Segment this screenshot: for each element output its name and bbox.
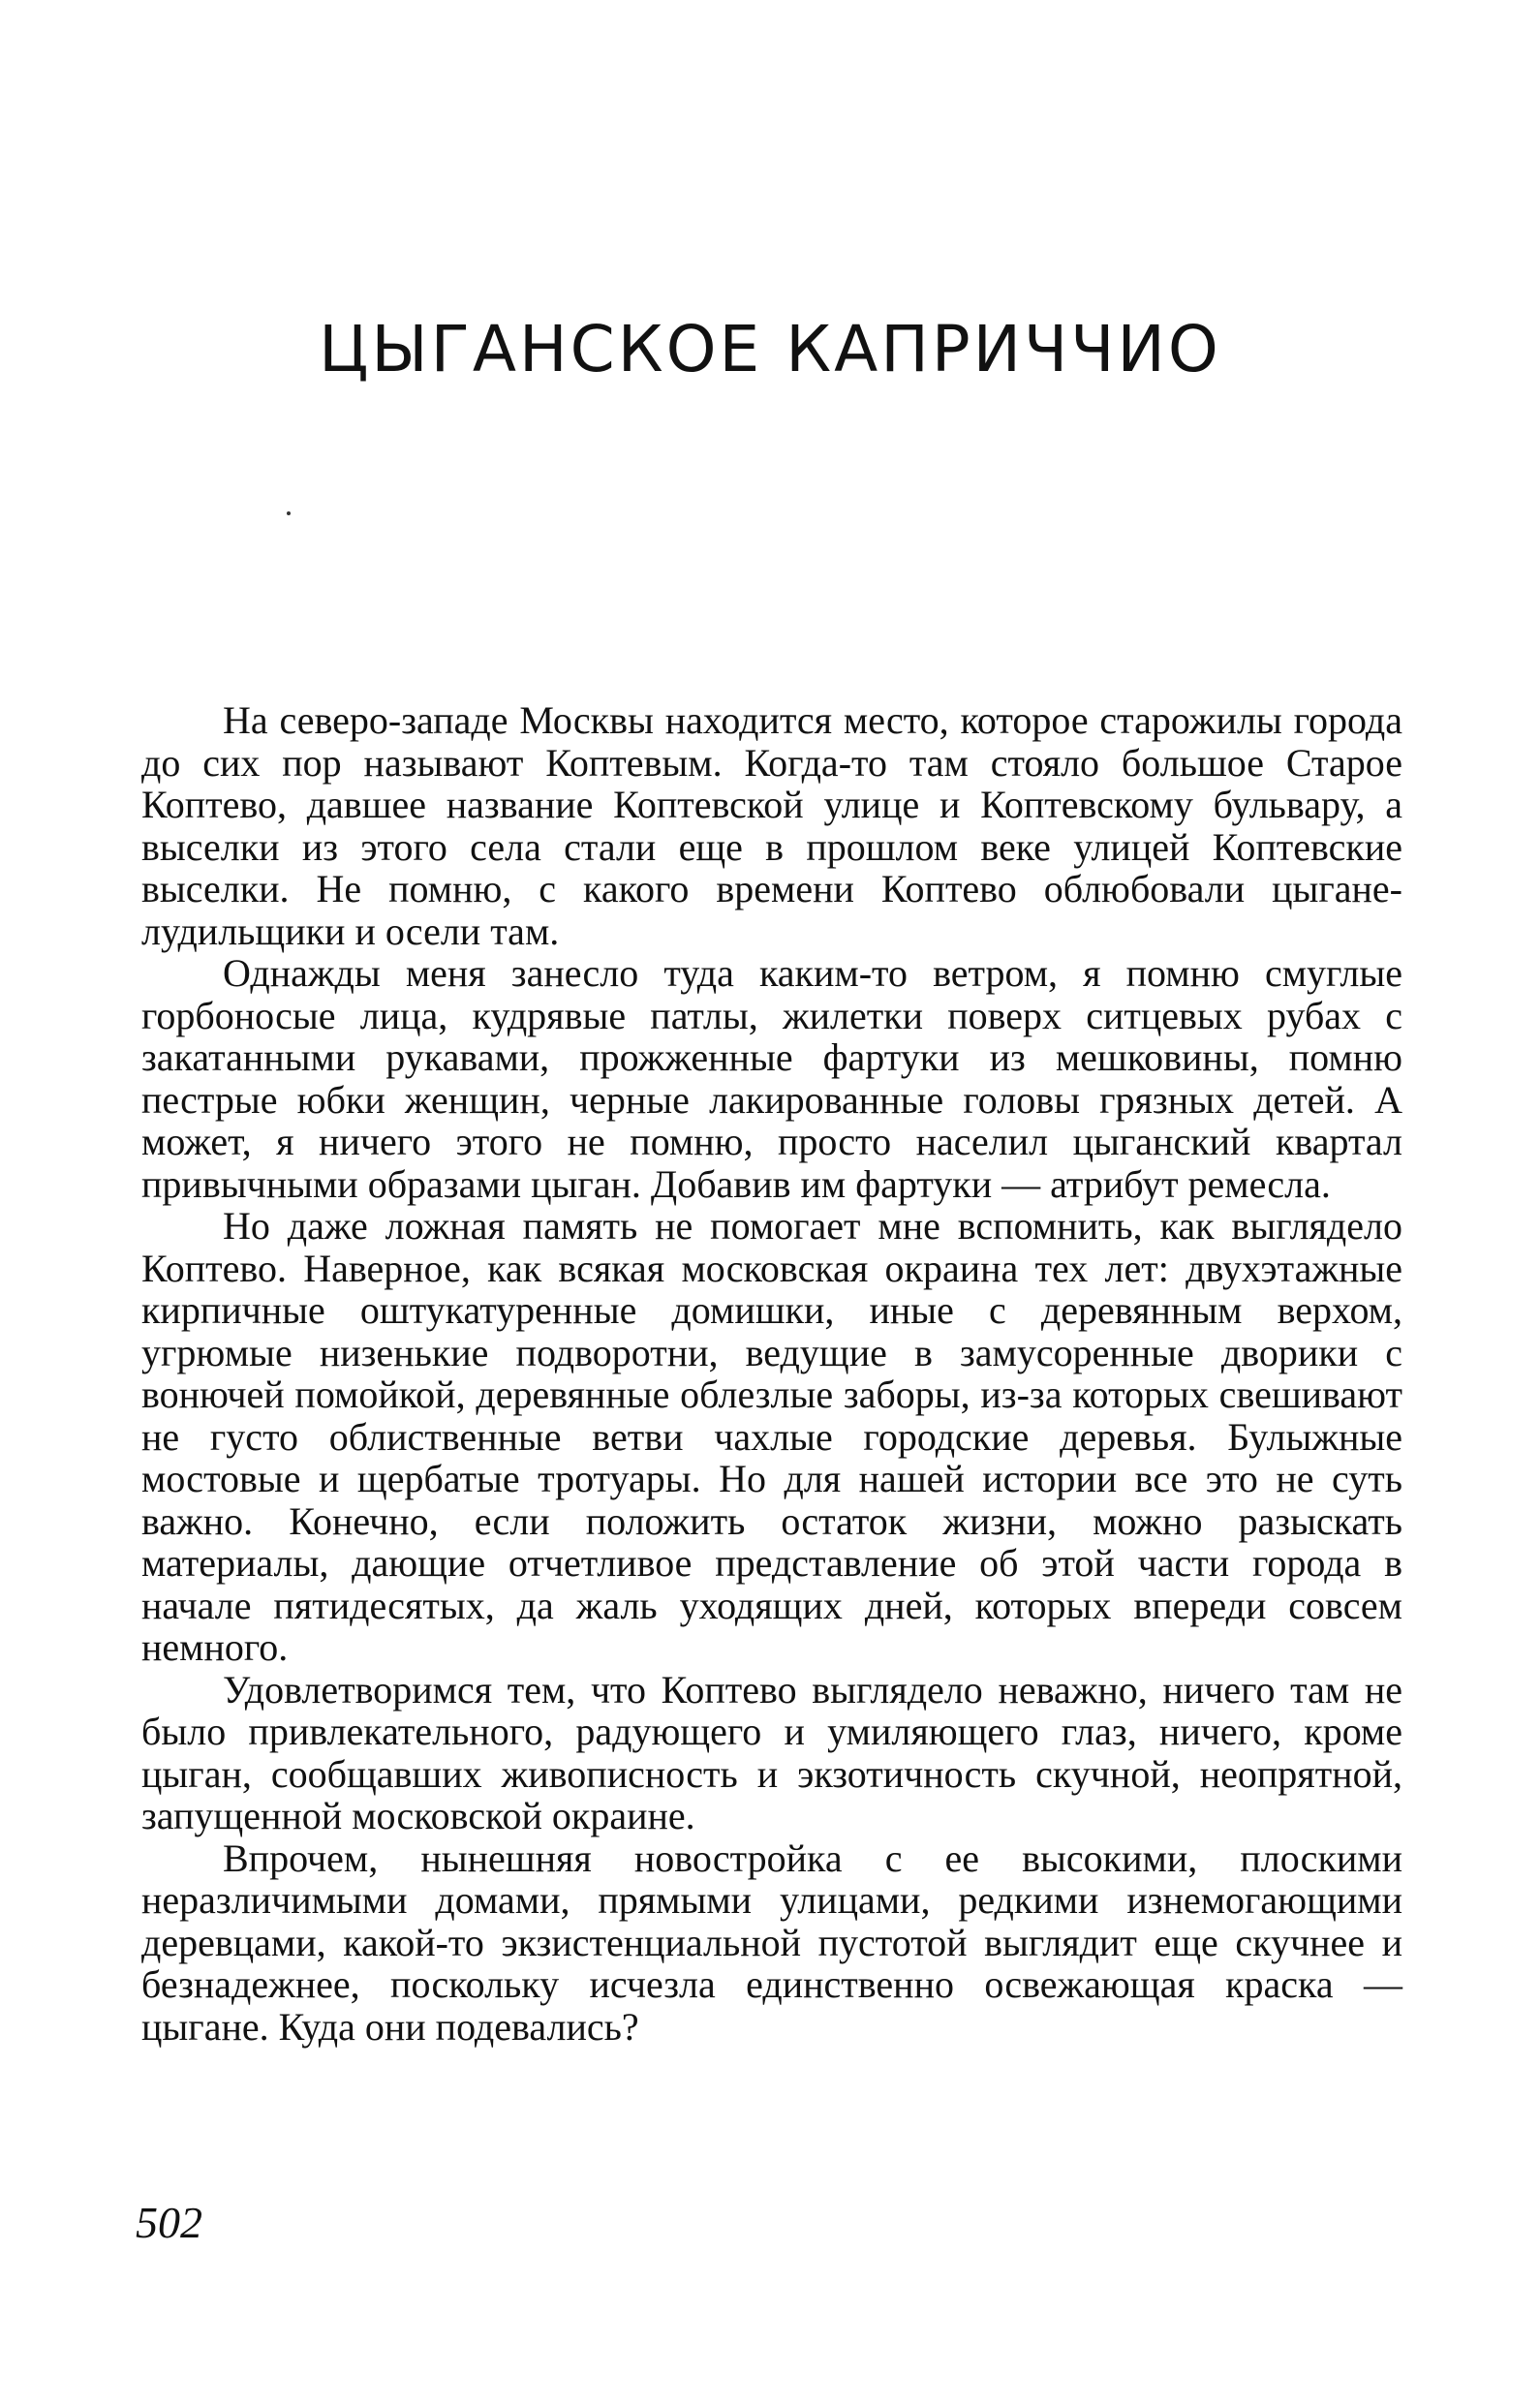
chapter-body	[141, 699, 1402, 2048]
print-speck	[287, 511, 291, 515]
paragraph: На северо-западе Москвы находится место, которое старожилы города до сих пор называют Коптевым. Когда-то там стояло большое Старое Коптево, давшее название Коптевской улице и Коптевскому бульвару, а выселки из этого села стали еще в прошлом веке улицей Коптевские выселки. Не помню, с какого времени Коптево облюбовали цыгане-лудильщики и осели там.	[141, 698, 1402, 953]
paragraph: Удовлетворимся тем, что Коптево выглядело неважно, ничего там не было привлекательного, радующего и умиляющего глаз, ничего, кроме цыган, сообщавших живописность и экзотичность скучной, неопрятной, запущенной московской окраине.	[141, 1667, 1402, 1837]
paragraph: Впрочем, нынешняя новостройка с ее высокими, плоскими неразличимыми домами, прямыми улицами, редкими изнемогающими деревцами, какой-то экзистенциальной пустотой выглядит еще скучнее и безнадежнее, поскольку исчезла единственно освежающая краска — цыгане. Куда они подевались?	[141, 1835, 1402, 2049]
chapter-title: ЦЫГАНСКОЕ КАПРИЧЧИО	[319, 312, 1221, 386]
paragraph: Однажды меня занесло туда каким-то ветром, я помню смуглые горбоносые лица, кудрявые патлы, жилетки поверх ситцевых рубах с закатанными рукавами, прожженные фартуки из мешковины, помню пестрые юбки женщин, черные лакированные головы грязных детей. А может, я ничего этого не помню, просто населил цыганский квартал привычными образами цыган. Добавив им фартуки — атрибут ремесла.	[141, 951, 1402, 1206]
paragraph: Но даже ложная память не помогает мне вспомнить, как выглядело Коптево. Наверное, как всякая московская окраина тех лет: двухэтажные кирпичные оштукатуренные домишки, иные с деревянным верхом, угрюмые низенькие подворотни, ведущие в замусоренные дворики с вонючей помойкой, деревянные облезлые заборы, из-за которых свешивают не густо облиственные ветви чахлые городские деревья. Булыжные мостовые и щербатые тротуары. Но для нашей истории все это не суть важно. Конечно, если положить остаток жизни, можно разыскать материалы, дающие отчетливое представление об этой части города в начале пятидесятых, да жаль уходящих дней, которых впереди совсем немного.	[141, 1204, 1402, 1669]
page-number: 502	[136, 2198, 202, 2247]
